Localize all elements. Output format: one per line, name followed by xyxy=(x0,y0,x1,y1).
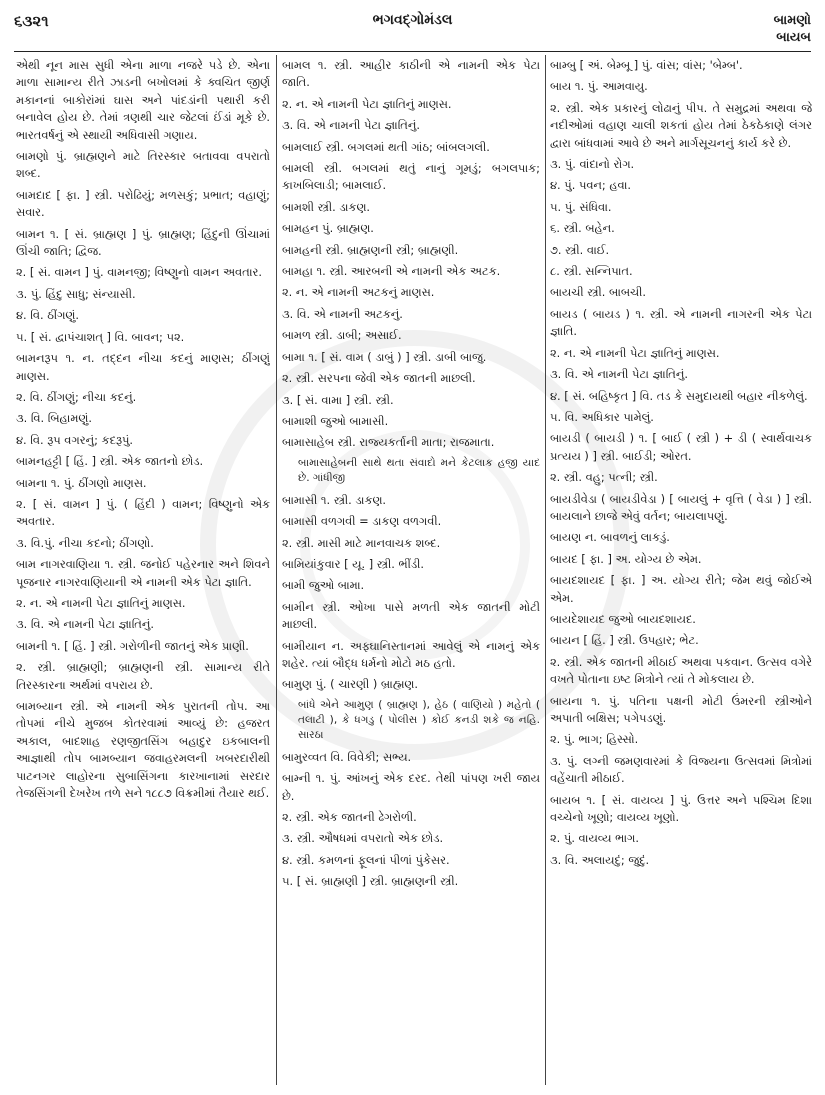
dictionary-entry: ૨. સ્ત્રી. વહુ; પત્ની; સ્ત્રી. xyxy=(550,470,658,485)
guide-word-top: બામણો xyxy=(773,13,811,28)
dictionary-entry: ૩. [ સં. વામા ] સ્ત્રી. સ્ત્રી. xyxy=(282,392,394,407)
dictionary-entry: ૫. પું. સંધિવા. xyxy=(550,199,612,214)
dictionary-entry: બાયના ૧. પું. પતિના પક્ષની મોટી ઉંમરની સ્ત્રીઓને અપાતી બક્ષિસ; પગેપડણું. xyxy=(550,693,812,725)
dictionary-entry: બામબ્યાન સ્ત્રી. એ નામની એક પુરાતની તોપ. આ તોપમાં નીચે મુજબ કોતરવામાં આવ્યું છે: હજરત અકાલ, બાદશાહ રણજીતસિંગ બહાદુર ઇકબાલની આજ્ઞાથી તોપ બામબ્યાન જવાહરમલની ખબરદારીથી પાટનગર લાહોરના સુબાસિંગના કારખાનામાં સરદાર તેજસિંગની દેખરેખ તળે સને ૧૮૮૭ વિક્રમીમાં તૈયાર થઈ. xyxy=(16,699,270,801)
dictionary-entry: બામુણ પું. ( ચારણી ) બ્રાહ્મણ. xyxy=(282,677,418,692)
dictionary-entry: બાયડી ( બાયડી ) ૧. [ બાઈ ( સ્ત્રી ) + ડી ( સ્વાર્થવાચક પ્રત્યય ) ] સ્ત્રી. બાઈડી; ઓરત. xyxy=(550,431,812,463)
dictionary-entry: ૩. પું. લગ્ની જમણવારમાં કે વિજ્યના ઉત્સવમાં મિત્રોમાં વહેંચાતી મીઠાઈ. xyxy=(550,753,812,786)
dictionary-entry: બાય ૧. પું. આમવાયુ. xyxy=(550,79,648,94)
dictionary-entry: ૮. સ્ત્રી. સન્નિપાત. xyxy=(550,264,633,279)
dictionary-entry: ૪. [ સં. બહિષ્કૃત ] વિ. તડ કે સમુદાયથી બહાર નીકળેલું. xyxy=(550,388,808,403)
dictionary-entry: ૨. સ્ત્રી. બ્રાહ્મણી; બ્રાહ્મણની સ્ત્રી. સામાન્ય રીતે તિરસ્કારના અર્થમાં વપરાય છે. xyxy=(16,660,270,692)
dictionary-entry: ૫. [ સં. દ્વાપંચાશત્ ] વિ. બાવન; ૫૨. xyxy=(16,329,185,344)
page-number: ૬૩૨૧ xyxy=(14,12,49,30)
dictionary-entry: ૩. વિ.પું. નીચા કદનો; ઠીંગણો. xyxy=(16,535,154,550)
dictionary-entry: એથી નૂન માસ સુધી એના માળા નજરે પડે છે. એના માળા સામાન્ય રીતે ઝાડની બખોલમાં કે ક્વચિત જીર્ણ મકાનનાં બાકોરાંમાં ઘાસ અને પાંદડાંની પથારી કરી બનાવેલ હોય છે. તેમાં ત્રણથી ચાર જેટલાં ઈંડાં મૂકે છે. ભારતવર્ષનું એ સ્થાયી અધિવાસી ગણાય. xyxy=(16,58,270,142)
dictionary-entry: બામળ સ્ત્રી. ડાબી; અસાઈ. xyxy=(282,328,402,343)
dictionary-entry: ૬. સ્ત્રી. બહેન. xyxy=(550,221,615,236)
dictionary-entry: ૫. [ સં. બ્રાહ્મણી ] સ્ત્રી. બ્રાહ્મણની સ્ત્રી. xyxy=(282,874,459,889)
header-rule xyxy=(14,51,811,52)
guide-words xyxy=(774,12,811,46)
dictionary-entry: ૨. ન. એ નામની પેટા જ્ઞાતિનું માણસ. xyxy=(282,96,452,111)
dictionary-entry: ૨. પું. વાયવ્ય ભાગ. xyxy=(550,831,639,846)
dictionary-entry: બામન ૧. [ સં. બ્રાહ્મણ ] પું. બ્રાહ્મણ; હિંદુની ઊંચામાં ઊંચી જાતિ; દ્વિજ. xyxy=(16,226,270,259)
dictionary-entry: બામલાઈ સ્ત્રી. બગલમાં થતી ગાંઠ; બાંબલગલી. xyxy=(282,139,490,154)
dictionary-entry: બામુરવ્વત વિ. વિવેકી; સભ્ય. xyxy=(282,749,412,764)
dictionary-entry: બાયદેશાયદ જુઓ બાયદશાયદ. xyxy=(550,611,696,626)
dictionary-entry: ૨. સ્ત્રી. એક જાતની મીઠાઈ અથવા પકવાન. ઉત્સવ વગેરે વખતે પોતાના ઇષ્ટ મિત્રોને ત્યાં તે મોકલાય છે. xyxy=(550,654,812,687)
dictionary-entry: બાયડ ( બાયડ ) ૧. સ્ત્રી. એ નામની નાગરની એક પેટા જ્ઞાતિ. xyxy=(550,306,812,339)
dictionary-entry: બામીન સ્ત્રી. ઓખા પાસે મળતી એક જાતની મોટી માછલી. xyxy=(282,599,540,632)
dictionary-entry: બાયચી સ્ત્રી. બાબચી. xyxy=(550,285,647,300)
dictionary-entry: ૪. વિ. રૂપ વગરનું; કદરૂપું. xyxy=(16,432,134,447)
dictionary-entry: બામલી સ્ત્રી. બગલમાં થતું નાનું ગૂમડું; બગલપાક; કાખબિલાડી; બામલાઈ. xyxy=(282,161,540,193)
dictionary-entry: ૨. સ્ત્રી. એક જાતની ઢેગરોળી. xyxy=(282,810,417,824)
dictionary-entry: ૩. વિ. એ નામની અટકનું. xyxy=(282,306,403,321)
page-header xyxy=(14,8,811,48)
dictionary-entry: ૨. [ સં. વામન ] પું. ( હિંદી ) વામન; વિષ્ણુનો એક અવતાર. xyxy=(16,496,270,529)
dictionary-entry: ૨. ન. એ નામની પેટા જ્ઞાતિનું માણસ. xyxy=(16,595,186,610)
dictionary-entry: બામાસાહેબ સ્ત્રી. રાજ્યકર્તાની માતા; રાજમાતા. xyxy=(282,435,495,450)
dictionary-entry: બામહા ૧. સ્ત્રી. આરબની એ નામની એક અટક. xyxy=(282,264,501,279)
dictionary-entry: બાયડીવેડા ( બાયડીવેડા ) [ બાયલું + વૃત્તિ ( વેડા ) ] સ્ત્રી. બાયલાને છાજે એવું વર્તન; બાયલાપણું. xyxy=(550,491,812,523)
dictionary-entry: બામ્ની ૧. પું. આંખનું એક દરદ. તેથી પાંપણ ખરી જાય છે. xyxy=(282,771,540,803)
dictionary-entry: બાયણ ન. બાવળનું લાકડું. xyxy=(550,530,670,545)
dictionary-entry: બામની ૧. [ હિં. ] સ્ત્રી. ગરોળીની જાતનું એક પ્રાણી. xyxy=(16,638,249,653)
dictionary-entry: ૨. પું. ભાગ; હિસ્સો. xyxy=(550,732,639,747)
dictionary-entry: ૪. વિ. ઠીંગણું. xyxy=(16,308,79,323)
dictionary-entry: ૭. સ્ત્રી. વાઈ. xyxy=(550,242,610,257)
dictionary-entry: બાંધે એને આમુણ ( બ્રાહ્મણ ), હેઠ ( વાણિયો ) મહેતો ( તલાટી ), કે ધગડુ ( પોલીસ ) કોઈ કનડી શકે જ નહિ. સારઠા xyxy=(298,698,540,741)
dictionary-entry: બામના ૧. પું. ઠીંગણો માણસ. xyxy=(16,475,147,490)
column-divider xyxy=(545,55,546,1085)
dictionary-entry: બામાસી ૧. સ્ત્રી. ડાકણ. xyxy=(282,492,387,507)
dictionary-entry: બામલ ૧. સ્ત્રી. આહીર કાઠીની એ નામની એક પેટા જાતિ. xyxy=(282,58,540,90)
dictionary-entry: ૩. વિ. અલાયદું; જુદું. xyxy=(550,852,650,867)
column-3 xyxy=(550,57,812,1087)
dictionary-entry: ૪. સ્ત્રી. કમળનાં ફૂલનાં પીળાં પુંકેસર. xyxy=(282,852,450,867)
dictionary-entry: ૨. સ્ત્રી. સરપના જેવી એક જાતની માછલી. xyxy=(282,371,476,386)
guide-word-bottom: બાયબ xyxy=(776,30,811,45)
dictionary-entry: બામી જુઓ બામા. xyxy=(282,578,365,593)
dictionary-entry: બામહની સ્ત્રી. બ્રાહ્મણની સ્ત્રી; બ્રાહ્મણી. xyxy=(282,242,459,257)
dictionary-entry: ૨. ન. એ નામની અટકનું માણસ. xyxy=(282,285,435,300)
dictionary-entry: ૩. પું. હિંદુ સાધુ; સંન્યાસી. xyxy=(16,286,136,301)
dictionary-entry: બાયન [ હિં. ] સ્ત્રી. ઉપહાર; ભેટ. xyxy=(550,633,699,648)
dictionary-entry: બામાસી વળગવી = ડાકણ વળગવી. xyxy=(282,514,442,529)
dictionary-entry: બામાશી જુઓ બામાસી. xyxy=(282,413,389,428)
column-2 xyxy=(282,57,540,1087)
dictionary-entry: બામ નાગરવાણિયા ૧. સ્ત્રી. જનોઈ પહેરનાર અને શિવને પૂજનાર નાગરવાણિયાની એ નામની એક પેટા જ્ઞાતિ. xyxy=(16,557,270,589)
dictionary-entry: બામનરૂપ ૧. ન. તદ્દન નીચા કદનું માણસ; ઠીંગણું માણસ. xyxy=(16,351,270,383)
dictionary-entry: ૨. સ્ત્રી. એક પ્રકારનું લોઢાનું પીપ. તે સમુદ્રમાં અથવા જે નદીઓમાં વહાણ ચાલી શકતાં હોય તેમાં ઠેકઠેકાણે લંગર દ્વારા બાંધવામાં આવે છે અને માર્ગસૂચનનું કાર્ય કરે છે. xyxy=(550,100,812,150)
dictionary-entry: બામા ૧. [ સં. વામ ( ડાબું ) ] સ્ત્રી. ડાબી બાજુ. xyxy=(282,349,487,364)
dictionary-entry: બામહન પું. બ્રાહ્મણ. xyxy=(282,221,374,236)
dictionary-entry: ૪. પું. પવન; હવા. xyxy=(550,178,631,193)
dictionary-entry: ૨. સ્ત્રી. માસી માટે માનવાચક શબ્દ. xyxy=(282,535,441,550)
dictionary-entry: બામનહટ્ટી [ હિં. ] સ્ત્રી. એક જાતનો છોડ. xyxy=(16,454,204,469)
dictionary-entry: ૩. સ્ત્રી. ઔષધમાં વપરાતો એક છોડ. xyxy=(282,831,444,846)
dictionary-entry: ૫. વિ. અધિકાર પામેલું. xyxy=(550,409,654,424)
dictionary-entry: ૨. [ સં. વામન ] પું. વામનજી; વિષ્ણુનો વામન અવતાર. xyxy=(16,265,263,280)
dictionary-entry: બાયદ [ ફા. ] અ. યોગ્ય છે એમ. xyxy=(550,551,702,566)
dictionary-entry: ૩. વિ. બિહામણું. xyxy=(16,411,92,426)
book-title: ભગવદ્‌ગોમંડલ xyxy=(372,12,453,28)
dictionary-entry: ૩. વિ. એ નામની પેટા જ્ઞાતિનું. xyxy=(550,367,688,382)
dictionary-entry: બાયબ ૧. [ સં. વાયવ્ય ] પું. ઉત્તર અને પશ્ચિમ દિશા વચ્ચેનો ખૂણો; વાયવ્ય ખૂણો. xyxy=(550,792,812,825)
dictionary-entry: બામશી સ્ત્રી. ડાકણ. xyxy=(282,199,370,214)
dictionary-entry: ૩. પું. વાંદાનો રોગ. xyxy=(550,157,635,172)
dictionary-entry: ૩. વિ. એ નામની પેટા જ્ઞાતિનું. xyxy=(16,617,154,632)
dictionary-entry: બામદાદ [ ફા. ] સ્ત્રી. પરોઢિયું; મળસકું; પ્રભાત; વહાણું; સવાર. xyxy=(16,187,270,220)
dictionary-entry: બામીયાન ન. અફ્ઘાનિસ્તાનમાં આવેલું એ નામનું એક શહેર. ત્યાં બૌદ્ધ ધર્મનો મોટો મઠ હતો. xyxy=(282,638,540,670)
dictionary-entry: બામાસાહેબની સાથે થતા સંવાદો મને કેટલાક હજી યાદ છે. ગાંધીજી xyxy=(298,456,540,484)
dictionary-entry: બાયદશાયદ [ ફા. ] અ. યોગ્ય રીતે; જેમ થવું જોઈએ એમ. xyxy=(550,573,812,605)
dictionary-entry: ૨. વિ. ઠીંગણું; નીચા કદનું. xyxy=(16,389,137,404)
dictionary-entry: ૩. વિ. એ નામની પેટા જ્ઞાતિનું. xyxy=(282,118,420,133)
dictionary-entry: ૨. ન. એ નામની પેટા જ્ઞાતિનું માણસ. xyxy=(550,345,720,360)
column-1 xyxy=(16,57,270,1087)
column-divider xyxy=(276,55,277,1085)
dictionary-entry: બામ્બુ [ અં. બેમ્બૂ ] પું. વાંસ; વાંસ; 'બેમ્બ'. xyxy=(550,58,743,72)
dictionary-entry: બામિયાંકુવાર [ યૂ. ] સ્ત્રી. ભીંડી. xyxy=(282,556,425,571)
dictionary-entry: બામણો પું. બ્રાહ્મણને માટે તિરસ્કાર બતાવવા વપરાતો શબ્દ. xyxy=(16,149,270,181)
